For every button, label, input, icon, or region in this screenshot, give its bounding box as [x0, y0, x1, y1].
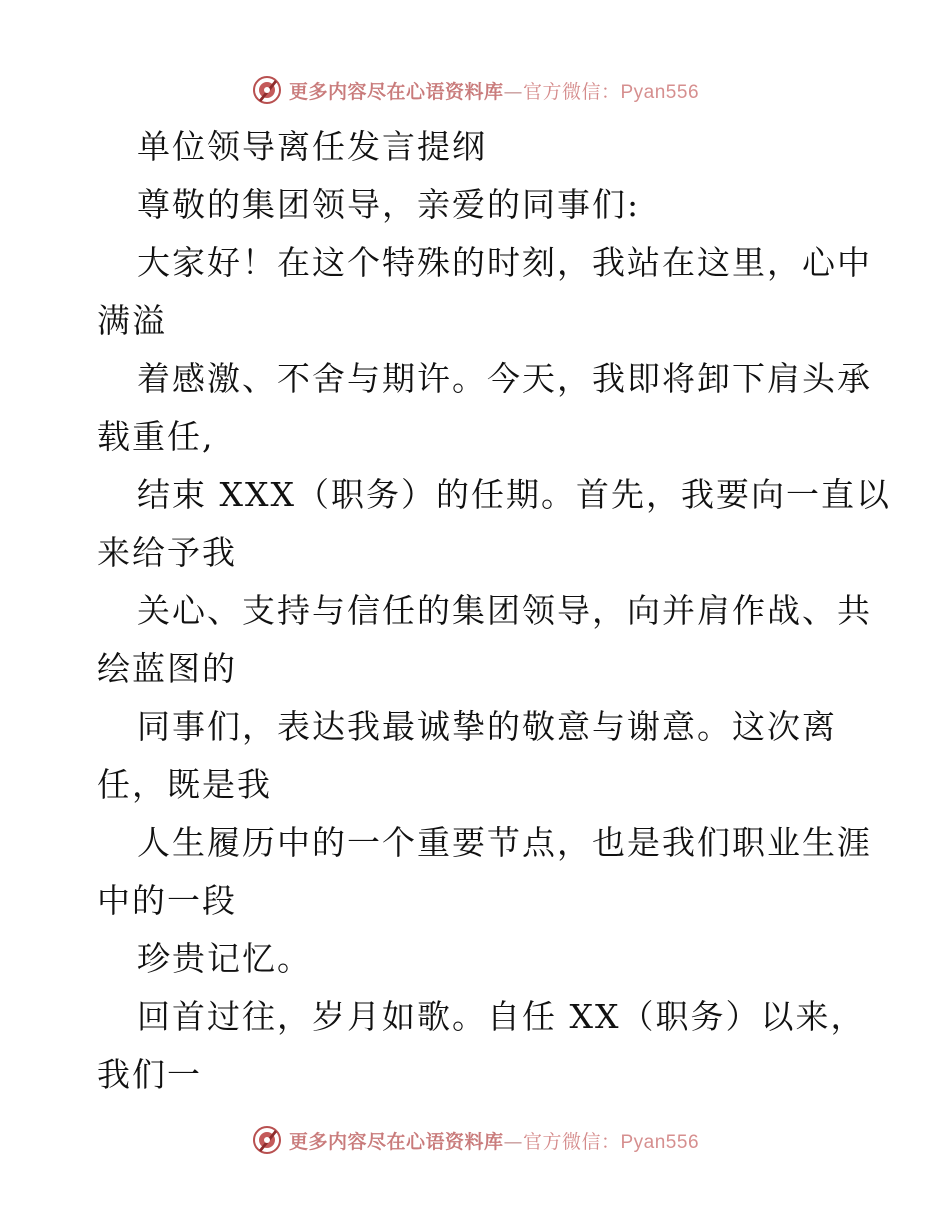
banner-main: 更多内容尽在心语资料库 — [288, 80, 504, 103]
paragraph-line: 珍贵记忆。 — [137, 939, 312, 978]
banner-label: 官方微信： — [522, 80, 621, 103]
paragraph-line: 载重任, — [97, 417, 215, 456]
banner-main: 更多内容尽在心语资料库 — [288, 1130, 504, 1153]
paragraph-line: 结束 XXX（职务）的任期。首先，我要向一直以 — [137, 475, 891, 514]
banner-label: 官方微信： — [522, 1130, 621, 1153]
paragraph-line: 关心、支持与信任的集团领导，向并肩作战、共 — [137, 591, 872, 630]
document-body — [97, 118, 891, 1104]
banner-dash: — — [503, 80, 523, 103]
footer-banner — [0, 1120, 950, 1160]
header-banner — [0, 70, 950, 110]
paragraph-line: 同事们，表达我最诚挚的敬意与谢意。这次离 — [137, 707, 837, 746]
banner-text — [289, 77, 699, 104]
paragraph-line: 满溢 — [97, 301, 167, 340]
quill-seal-icon — [251, 74, 283, 106]
paragraph-line: 中的一段 — [97, 881, 237, 920]
banner-id: Pyan556 — [620, 81, 700, 103]
paragraph-line: 我们一 — [97, 1055, 202, 1094]
quill-seal-icon — [251, 1124, 283, 1156]
paragraph-line: 来给予我 — [97, 533, 237, 572]
paragraph-line: 绘蓝图的 — [97, 649, 237, 688]
paragraph-line: 着感激、不舍与期许。今天，我即将卸下肩头承 — [137, 359, 872, 398]
paragraph-line: 单位领导离任发言提纲 — [137, 127, 487, 166]
paragraph-line: 尊敬的集团领导，亲爱的同事们: — [137, 185, 641, 224]
paragraph-line: 人生履历中的一个重要节点，也是我们职业生涯 — [137, 823, 872, 862]
banner-id: Pyan556 — [620, 1131, 700, 1153]
banner-dash: — — [503, 1130, 523, 1153]
paragraph-line: 回首过往，岁月如歌。自任 XX（职务）以来， — [137, 997, 866, 1036]
banner-text — [289, 1127, 699, 1154]
paragraph-line: 大家好！在这个特殊的时刻，我站在这里，心中 — [137, 243, 872, 282]
paragraph-line: 任，既是我 — [97, 765, 272, 804]
